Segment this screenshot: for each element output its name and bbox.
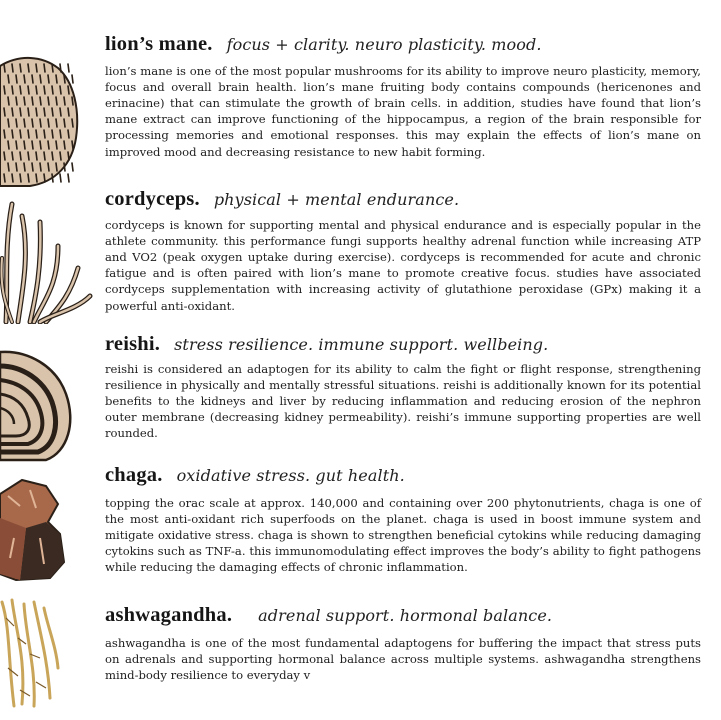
mushroom-description: ashwagandha is one of the most fundamental adaptogens for buffering the impact that stress puts on adrenals and supporting hormonal balance across multiple systems. ashwagandha strengthens mind-body resilience to everyday v [105, 635, 701, 682]
section-heading [105, 189, 701, 210]
mushroom-name: reishi. [105, 333, 161, 355]
mushroom-name: lion’s mane. [105, 33, 213, 55]
mushroom-tagline: physical + mental endurance. [213, 190, 460, 209]
mushroom-name: chaga. [105, 464, 163, 486]
mushroom-tagline: adrenal support. hormonal balance. [258, 606, 553, 625]
mushroom-description: reishi is considered an adaptogen for its ability to calm the fight or flight response, strengthening resilience in physically and mentally stressful situations. reishi is additionally known for its potential benefits to the kidneys and liver by reducing inflammation and reducing erosion of the nephron outer membrane (decreasing kidney permeability). reishi’s immune supporting properties are well rounded. [105, 361, 701, 441]
lions-mane-icon [0, 52, 80, 187]
mushroom-description: lion’s mane is one of the most popular mushrooms for its ability to improve neuro plasticity, memory, focus and overall brain health. lion’s mane fruiting body contains compounds (hericenones and erinacine) that can stimulate the growth of brain cells. in addition, studies have found that lion’s mane extract can improve functioning of the hippocampus, a region of the brain responsible for processing memories and emotional responses. this may explain the effects of lion’s mane on improved mood and decreasing resistance to new habit forming. [105, 63, 701, 159]
mushroom-description: topping the orac scale at approx. 140,000 and containing over 200 phytonutrients, chaga is one of the most anti-oxidant rich superfoods on the planet. chaga is used in boost immune system and mitigate oxidative stress. chaga is shown to strengthen beneficial cytokins while reducing damaging cytokins such as TNF-a. this immunomodulating effect improves the body’s ability to fight pathogens while reducing the damaging effects of chronic inflammation. [105, 495, 701, 575]
ashwagandha-root-icon [0, 598, 60, 710]
section-lions-mane [105, 34, 701, 160]
section-ashwagandha [105, 605, 701, 683]
mushroom-tagline: stress resilience. immune support. wellbeing. [174, 335, 549, 354]
mushroom-tagline: focus + clarity. neuro plasticity. mood. [226, 35, 542, 54]
section-heading [105, 334, 701, 355]
section-chaga [105, 465, 701, 576]
mushroom-description: cordyceps is known for supporting mental and physical endurance and is especially popular in the athlete community. this performance fungi supports healthy adrenal function while increasing ATP and VO2 (peak oxygen uptake during exercise). cordyceps is recommended for acute and chronic fatigue and is often paired with lion’s mane to promote creative focus. studies have associated cordyceps supplementation with increasing activity of glutathione peroxidase (GPx) making it a powerful anti-oxidant. [105, 217, 701, 313]
reishi-icon [0, 348, 75, 463]
section-heading [105, 34, 701, 55]
chaga-icon [0, 478, 70, 583]
cordyceps-icon [0, 196, 95, 324]
mushroom-name: ashwagandha. [105, 604, 233, 626]
section-heading [105, 605, 701, 626]
section-reishi [105, 334, 701, 442]
section-heading [105, 465, 701, 486]
mushroom-name: cordyceps. [105, 188, 200, 210]
section-cordyceps [105, 189, 701, 314]
mushroom-tagline: oxidative stress. gut health. [176, 466, 405, 485]
